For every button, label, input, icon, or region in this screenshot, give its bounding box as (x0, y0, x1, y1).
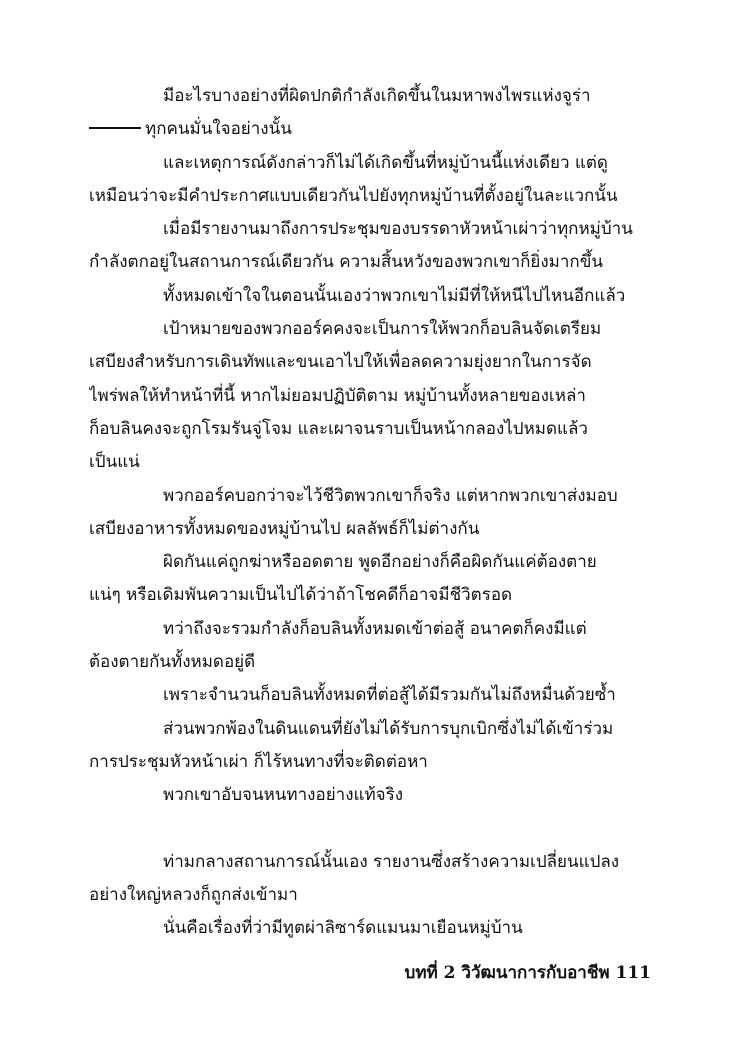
text-line: กำลังตกอยู่ในสถานการณ์เดียวกัน ความสิ้นหวังของพวกเขาก็ยิ่งมากขึ้น (89, 252, 603, 273)
text-line: ท่ามกลางสถานการณ์นั้นเอง รายงานซึ่งสร้างความเปลี่ยนแปลง (163, 851, 620, 872)
text-line: เพราะจำนวนก็อบลินทั้งหมดที่ต่อสู้ได้มีรวมกันไม่ถึงหมื่นด้วยซ้ำ (163, 685, 616, 706)
text-line: ต้องตายกันทั้งหมดอยู่ดี (89, 652, 256, 673)
text-line: นั่นคือเรื่องที่ว่ามีทูตผ่าลิซาร์ดแมนมาเยือนหมู่บ้าน (163, 918, 523, 939)
text-line: เป็นแน่ (89, 452, 140, 473)
text-line: ก็อบลินคงจะถูกโรมรันจู่โจม และเผาจนราบเป็นหน้ากลองไปหมดแล้ว (89, 418, 588, 439)
text-line: เสบียงอาหารทั้งหมดของหมู่บ้านไป ผลลัพธ์ก็ไม่ต่างกัน (89, 518, 480, 539)
text-line: ผิดกันแค่ถูกฆ่าหรืออดตาย พูดอีกอย่างก็คือผิดกันแค่ต้องตาย (163, 552, 597, 573)
text-line-with-dash (89, 113, 651, 146)
text-line: เมื่อมีรายงานมาถึงการประชุมของบรรดาหัวหน้าเผ่าว่าทุกหมู่บ้าน (163, 219, 633, 240)
text-line: เป้าหมายของพวกออร์คคงจะเป็นการให้พวกก็อบลินจัดเตรียม (163, 319, 602, 340)
text-line: ทั้งหมดเข้าใจในตอนนั้นเองว่าพวกเขาไม่มีที่ให้หนีไปไหนอีกแล้ว (163, 285, 626, 306)
page-footer: บทที่ 2 วิวัฒนาการกับอาชีพ 111 (404, 963, 651, 983)
paragraph-gap (89, 813, 651, 846)
text-line: และเหตุการณ์ดังกล่าวก็ไม่ได้เกิดขึ้นที่หมู่บ้านนี้แห่งเดียว แต่ดู (163, 152, 608, 173)
text-line: แน่ๆ หรือเดิมพันความเป็นไปได้ว่าถ้าโชคดีก็อาจมีชีวิตรอด (89, 585, 513, 606)
text-line: เสบียงสำหรับการเดินทัพและขนเอาไปให้เพื่อลดความยุ่งยากในการจัด (89, 352, 592, 373)
text-line: การประชุมหัวหน้าเผ่า ก็ไร้หนทางที่จะติดต่อหา (89, 751, 428, 772)
body-text (89, 80, 651, 946)
text-line: อย่างใหญ่หลวงก็ถูกส่งเข้ามา (89, 885, 298, 906)
em-dash-rule (89, 127, 141, 129)
text-line: ไพร่พลให้ทำหน้าที่นี้ หากไม่ยอมปฏิบัติตาม หมู่บ้านทั้งหลายของเหล่า (89, 385, 586, 406)
text-line: พวกออร์คบอกว่าจะไว้ชีวิตพวกเขาก็จริง แต่หากพวกเขาส่งมอบ (163, 485, 618, 506)
text-line: มีอะไรบางอย่างที่ผิดปกติกำลังเกิดขึ้นในมหาพงไพรแห่งจูร่า (163, 86, 591, 106)
text-line: พวกเขาอับจนหนทางอย่างแท้จริง (163, 785, 404, 806)
text-line: เหมือนว่าจะมีคำประกาศแบบเดียวกันไปยังทุกหมู่บ้านที่ตั้งอยู่ในละแวกนั้น (89, 185, 618, 206)
text-line: ทว่าถึงจะรวมกำลังก็อบลินทั้งหมดเข้าต่อสู้ อนาคตก็คงมีแต่ (163, 618, 587, 639)
text-line: ส่วนพวกพ้องในดินแดนที่ยังไม่ได้รับการบุกเบิกซึ่งไม่ได้เข้าร่วม (163, 718, 614, 739)
text-line-content: ทุกคนมั่นใจอย่างนั้น (145, 119, 292, 140)
